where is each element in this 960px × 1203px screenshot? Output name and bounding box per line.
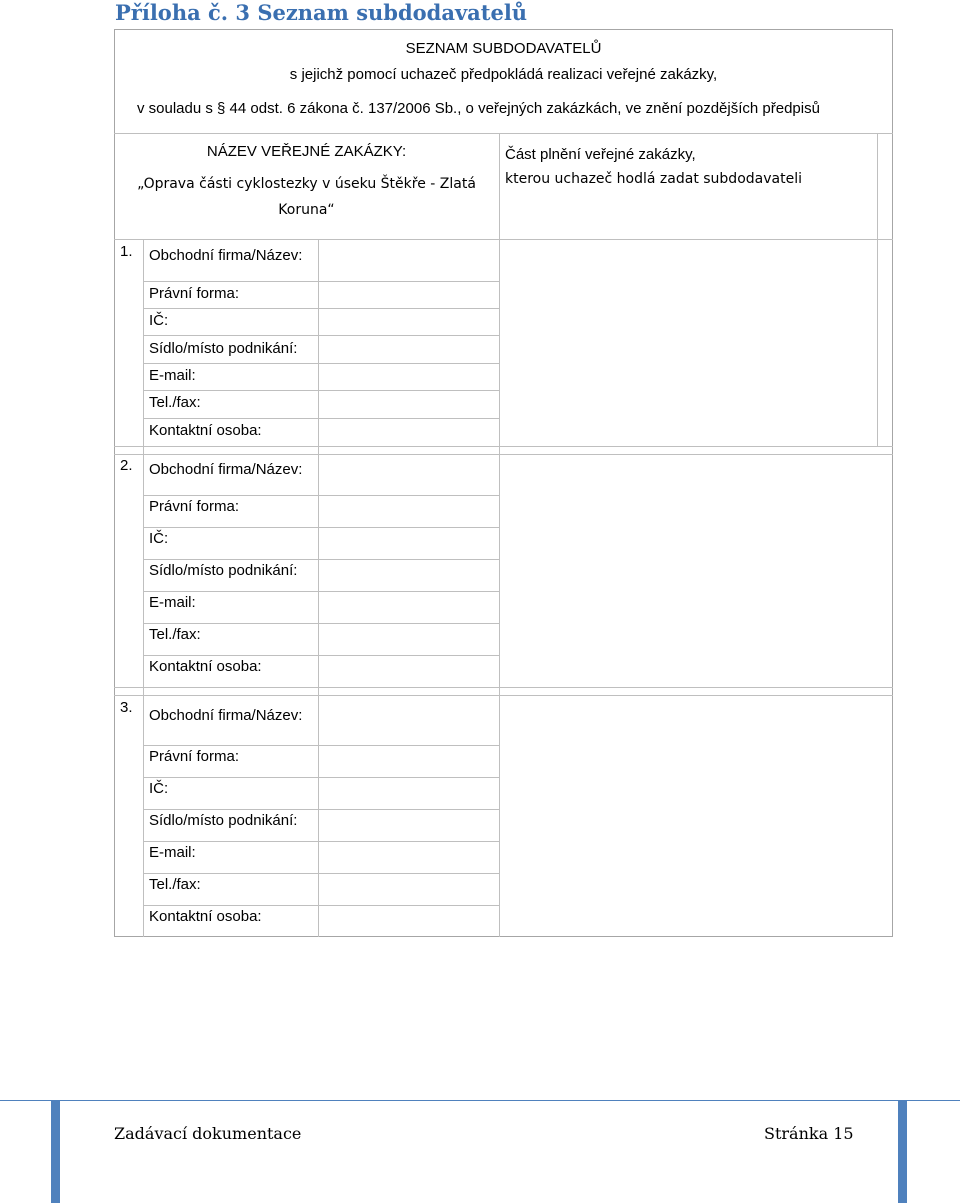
row-divider: [143, 335, 499, 336]
header-subtitle: s jejichž pomocí uchazeč předpokládá realizaci veřejné zakázky,: [289, 66, 718, 83]
footer-left-bar: [51, 1100, 60, 1203]
subcontractor-2-address-label: Sídlo/místo podnikání:: [149, 562, 298, 579]
subcontractor-3-company-label: Obchodní firma/Název:: [149, 707, 303, 724]
footer-page-number: Stránka 15: [764, 1124, 854, 1143]
subcontractor-2-legal-form-label: Právní forma:: [149, 498, 240, 515]
row-divider: [143, 390, 499, 391]
subcontractor-2-company-label: Obchodní firma/Název:: [149, 461, 303, 478]
page-heading: Příloha č. 3 Seznam subdodavatelů: [115, 0, 528, 25]
subcontractor-2-phone-label: Tel./fax:: [149, 626, 201, 643]
subcontractor-1-number: 1.: [120, 243, 133, 260]
subcontractor-1-phone-label: Tel./fax:: [149, 394, 201, 411]
subcontractor-1-legal-form-label: Právní forma:: [149, 285, 240, 302]
subcontractor-1-ic-label: IČ:: [149, 312, 169, 329]
row-divider: [143, 623, 499, 624]
row-divider: [143, 363, 499, 364]
number-column-divider: [143, 239, 144, 937]
header-column-divider: [499, 133, 500, 240]
subcontractor-3-legal-form-label: Právní forma:: [149, 748, 240, 765]
subcontractor-2-email-label: E-mail:: [149, 594, 196, 611]
row-divider: [143, 841, 499, 842]
row-divider: [143, 527, 499, 528]
subcontractor-3-email-label: E-mail:: [149, 844, 196, 861]
row-divider: [143, 591, 499, 592]
subcontractor-2-contact-label: Kontaktní osoba:: [149, 658, 262, 675]
footer-rule: [0, 1100, 960, 1101]
right-column-divider: [877, 133, 878, 446]
subcontractor-1-contact-label: Kontaktní osoba:: [149, 422, 262, 439]
row-divider: [143, 809, 499, 810]
subcontractor-3-ic-label: IČ:: [149, 780, 169, 797]
subcontractor-1-company-label: Obchodní firma/Název:: [149, 247, 303, 264]
group-divider: [114, 446, 893, 447]
footer-document-title: Zadávací dokumentace: [114, 1124, 302, 1143]
row-divider: [143, 281, 499, 282]
row-divider: [143, 873, 499, 874]
group-divider: [114, 687, 893, 688]
footer-right-bar: [898, 1100, 907, 1203]
subcontractor-3-number: 3.: [120, 699, 133, 716]
row-divider: [143, 559, 499, 560]
header-title: SEZNAM SUBDODAVATELŮ: [405, 40, 602, 57]
header-bottom-divider: [114, 239, 893, 240]
subcontractor-1-email-label: E-mail:: [149, 367, 196, 384]
group-divider: [114, 454, 893, 455]
subcontractor-3-address-label: Sídlo/místo podnikání:: [149, 812, 298, 829]
row-divider: [143, 495, 499, 496]
row-divider: [143, 655, 499, 656]
subcontractor-form-table: [114, 29, 893, 937]
row-divider: [143, 418, 499, 419]
group-divider: [114, 695, 893, 696]
row-divider: [143, 308, 499, 309]
contract-name-line2: Koruna“: [278, 202, 335, 218]
value-column-divider: [499, 239, 500, 937]
header-divider: [114, 133, 893, 134]
row-divider: [143, 745, 499, 746]
header-legal-reference: v souladu s § 44 odst. 6 zákona č. 137/2006 Sb., o veřejných zakázkách, ve znění pozdějších předpisů: [137, 100, 820, 117]
row-divider: [143, 777, 499, 778]
contract-name-line1: „Oprava části cyklostezky v úseku Štěkře - Zlatá: [137, 176, 476, 192]
subcontractor-1-address-label: Sídlo/místo podnikání:: [149, 340, 298, 357]
contract-label: NÁZEV VEŘEJNÉ ZAKÁZKY:: [206, 143, 407, 160]
subcontractor-3-contact-label: Kontaktní osoba:: [149, 908, 262, 925]
subcontractor-2-number: 2.: [120, 457, 133, 474]
label-column-divider: [318, 239, 319, 937]
subcontractor-2-ic-label: IČ:: [149, 530, 169, 547]
part-column-subtitle: kterou uchazeč hodlá zadat subdodavateli: [505, 171, 802, 187]
row-divider: [143, 905, 499, 906]
subcontractor-3-phone-label: Tel./fax:: [149, 876, 201, 893]
part-column-title: Část plnění veřejné zakázky,: [505, 146, 696, 163]
